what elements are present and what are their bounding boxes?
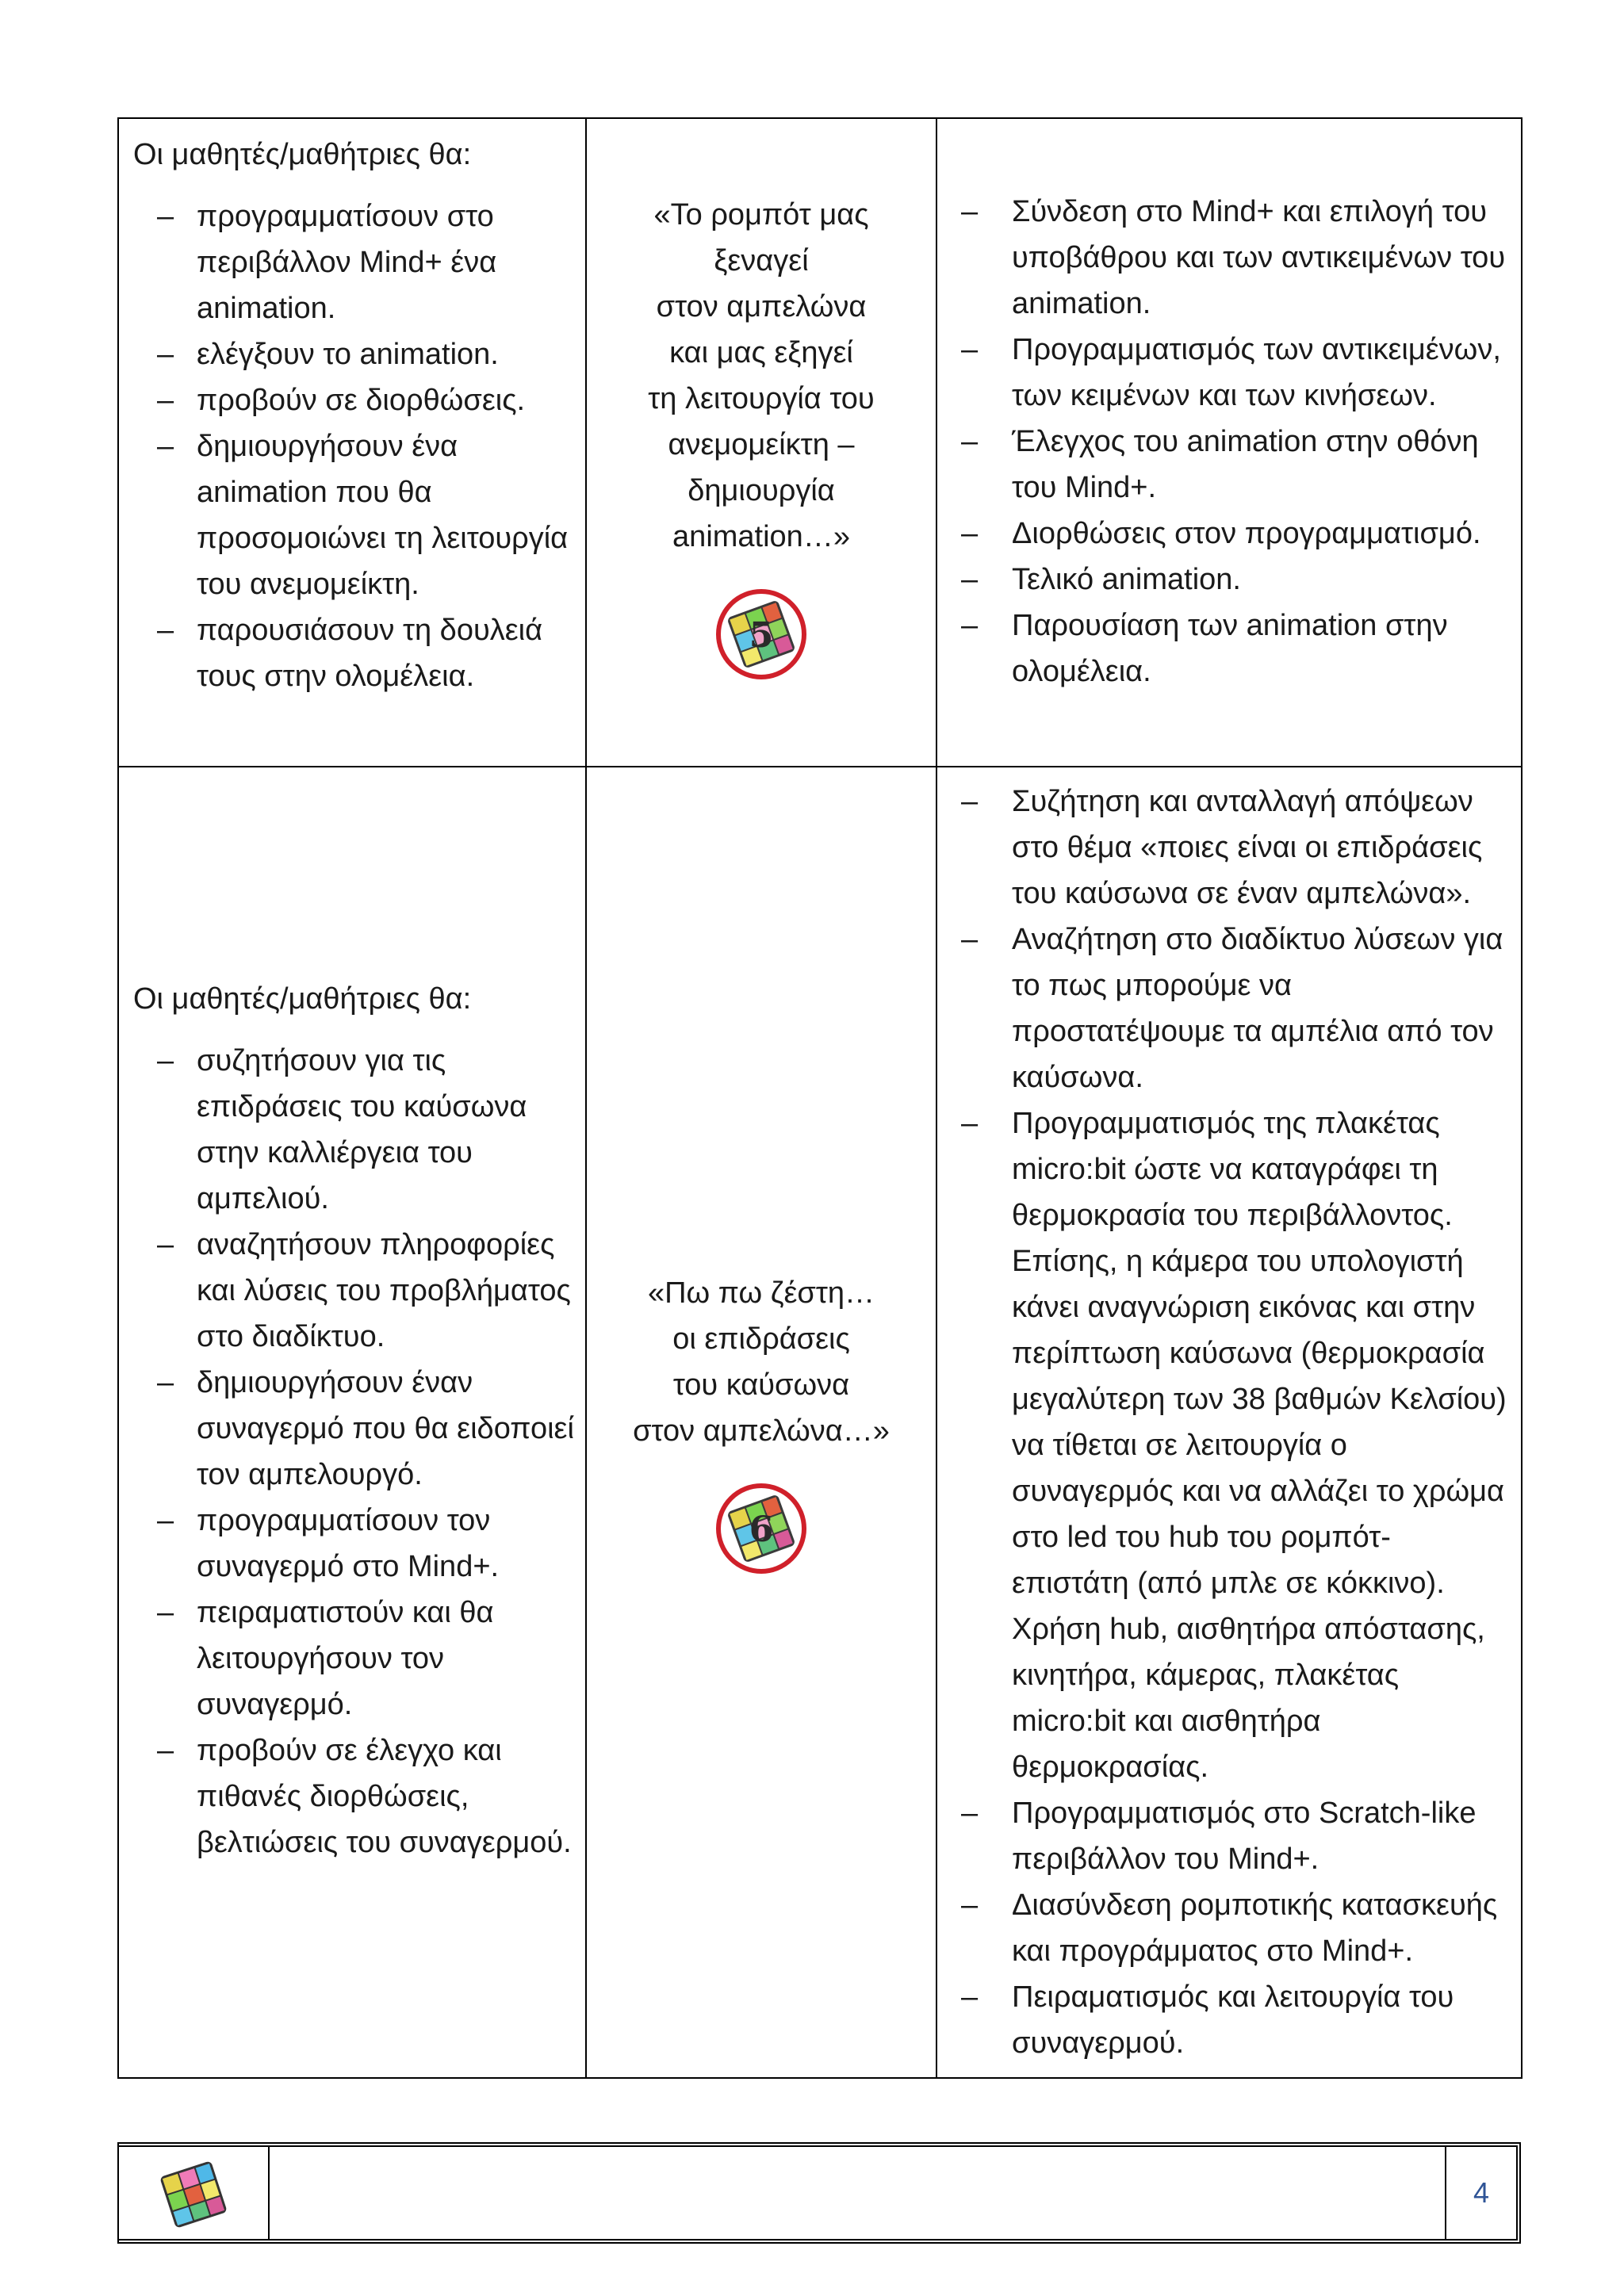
list-item: – προβούν σε διορθώσεις. xyxy=(133,377,574,423)
list-item: – ελέγξουν το animation. xyxy=(133,331,574,377)
list-item: – προγραμματίσουν τον συναγερμό στο Mind+. xyxy=(133,1498,574,1590)
list-item: – Προγραμματισμός της πλακέτας micro:bit ώστε να καταγράφει τη θερμοκρασία του περιβάλλοντος. Επίσης, η κάμερα του υπολογιστή κάνει αναγνώριση εικόνας και στην περίπτωση καύσωνα (θερμοκρασία μεγαλύτερη των 38 βαθμών Κελσίου) να τίθεται σε λειτουργία ο συναγερμός και να αλλάζει το χρώμα στο led του hub του ρομπότ-επιστάτη (από μπλε σε κόκκινο). Χρήση hub, αισθητήρα απόστασης, κινητήρα, κάμερας, πλακέτας micro:bit και αισθητήρα θερμοκρασίας. xyxy=(948,1100,1507,1790)
footer-logo-cell xyxy=(118,2146,269,2240)
list-item: – δημιουργήσουν έναν συναγερμό που θα ειδοποιεί τον αμπελουργό. xyxy=(133,1360,574,1498)
lesson-plan-table xyxy=(117,117,1522,2079)
activities-cell xyxy=(936,767,1522,2078)
objectives-intro: Οι μαθητές/μαθήτριες θα: xyxy=(133,982,472,1016)
activity-title-line: animation…» xyxy=(672,520,850,553)
activity-title-line: ξεναγεί xyxy=(714,244,809,277)
list-item: – πειραματιστούν και θα λειτουργήσουν τον συναγερμό. xyxy=(133,1590,574,1728)
activity-title-cell xyxy=(586,767,936,2078)
badge-number: 5 xyxy=(749,615,774,656)
list-item: – Σύνδεση στο Mind+ και επιλογή του υποβάθρου και των αντικειμένων του animation. xyxy=(948,189,1507,327)
list-item: – Διορθώσεις στον προγραμματισμό. xyxy=(948,511,1507,557)
table-row xyxy=(118,767,1522,2078)
list-item: – Πειραματισμός και λειτουργία του συναγερμού. xyxy=(948,1974,1507,2066)
list-item: – παρουσιάσουν τη δουλειά τους στην ολομέλεια. xyxy=(133,607,574,699)
list-item: – Προγραμματισμός στο Scratch-like περιβάλλον του Mind+. xyxy=(948,1790,1507,1882)
activity-title-cell xyxy=(586,118,936,767)
list-item: – Προγραμματισμός των αντικειμένων, των κειμένων και των κινήσεων. xyxy=(948,327,1507,419)
objectives-cell xyxy=(118,767,586,2078)
list-item: – Αναζήτηση στο διαδίκτυο λύσεων για το πως μπορούμε να προστατέψουμε τα αμπέλια από τον καύσωνα. xyxy=(948,916,1507,1100)
table-row xyxy=(118,118,1522,767)
activity-title-line: και μας εξηγεί xyxy=(669,336,853,369)
rubik-cube-badge-icon xyxy=(715,588,807,680)
list-item: – αναζητήσουν πληροφορίες και λύσεις του προβλήματος στο διαδίκτυο. xyxy=(133,1222,574,1360)
activity-title-line: τη λειτουργία του xyxy=(648,382,875,415)
objectives-list xyxy=(133,193,574,699)
list-item: – Έλεγχος του animation στην οθόνη του Mind+. xyxy=(948,419,1507,511)
list-item: – Διασύνδεση ρομποτικής κατασκευής και προγράμματος στο Mind+. xyxy=(948,1882,1507,1974)
activity-title-line: «Πω πω ζέστη… xyxy=(647,1276,875,1310)
list-item: – προβούν σε έλεγχο και πιθανές διορθώσεις, βελτιώσεις του συναγερμού. xyxy=(133,1728,574,1866)
activity-title-line: του καύσωνα xyxy=(672,1368,850,1402)
list-item: – Συζήτηση και ανταλλαγή απόψεων στο θέμα «ποιες είναι οι επιδράσεις του καύσωνα σε έναν αμπελώνα». xyxy=(948,779,1507,916)
list-item: – συζητήσουν για τις επιδράσεις του καύσωνα στην καλλιέργεια του αμπελιού. xyxy=(133,1038,574,1222)
activity-title-line: στον αμπελώνα xyxy=(656,290,867,323)
activity-title-line: «Το ρομπότ μας xyxy=(653,198,869,232)
page-footer xyxy=(117,2145,1518,2241)
activities-cell xyxy=(936,118,1522,767)
activity-title-line: οι επιδράσεις xyxy=(672,1322,850,1356)
activity-title-line: στον αμπελώνα…» xyxy=(633,1414,890,1448)
objectives-list xyxy=(133,1038,574,1866)
objectives-intro: Οι μαθητές/μαθήτριες θα: xyxy=(133,138,472,171)
list-item: – δημιουργήσουν ένα animation που θα προσομοιώνει τη λειτουργία του ανεμομείκτη. xyxy=(133,423,574,607)
activity-title-line: δημιουργία xyxy=(688,474,835,507)
objectives-cell xyxy=(118,118,586,767)
list-item: – Παρουσίαση των animation στην ολομέλεια. xyxy=(948,603,1507,695)
badge-number: 6 xyxy=(749,1510,774,1550)
activities-list xyxy=(948,779,1507,2066)
rubik-cube-icon xyxy=(155,2155,232,2231)
page-number: 4 xyxy=(1446,2146,1517,2240)
rubik-cube-badge-icon xyxy=(715,1483,807,1575)
list-item: – Τελικό animation. xyxy=(948,557,1507,603)
activity-title-line: ανεμομείκτη – xyxy=(668,428,855,461)
footer-blank-cell xyxy=(269,2146,1446,2240)
list-item: – προγραμματίσουν στο περιβάλλον Mind+ ένα animation. xyxy=(133,193,574,331)
activities-list xyxy=(948,189,1507,695)
